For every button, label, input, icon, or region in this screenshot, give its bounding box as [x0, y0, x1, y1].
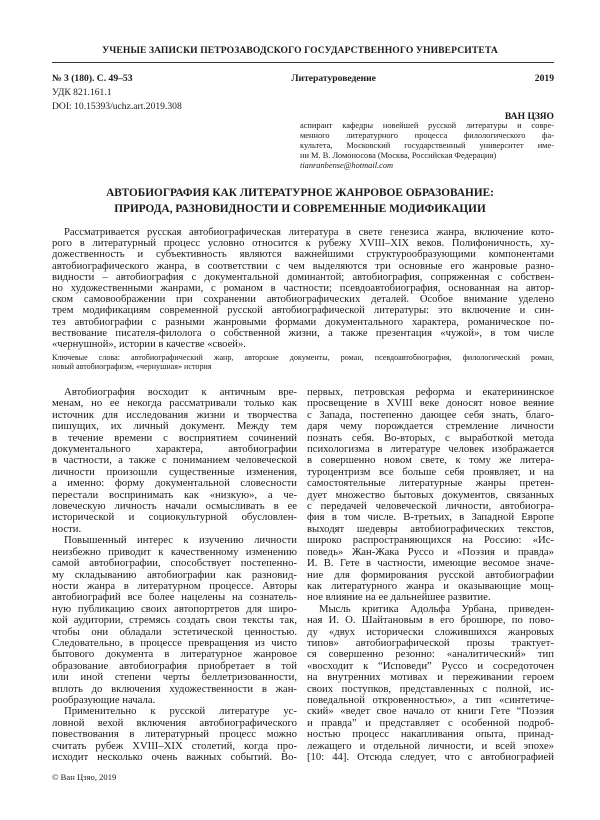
- text-line: поведальной откровенностью», а тип «синтетиче-: [307, 693, 554, 706]
- text-line: ная И. О. Шайтановым в его брошюре, по пово-: [307, 614, 554, 627]
- text-line: [10: 44]. Отсюда следует, что с автобиографией: [307, 751, 554, 763]
- text-line: туроцентризм все больше себя проявляет, и на: [307, 465, 554, 478]
- text-line: фия в том числе. В-третьих, в Западной Европе: [307, 511, 554, 524]
- affiliation-line: аспирант кафедры новейшей русской литературы и совре-: [300, 121, 554, 130]
- paragraph: [52, 706, 297, 763]
- text-line: ности.: [52, 522, 82, 535]
- text-line: личности произошли существенные изменения,: [52, 465, 297, 478]
- text-line: на внутренних мотивах и переживании героем: [307, 671, 554, 684]
- paragraph: [52, 387, 297, 535]
- text-line: ности жанра в литературном процессе. Авторы: [52, 579, 297, 592]
- text-line: с Запада, постепенно дающее себя знать, благо-: [307, 408, 554, 421]
- header-rule: [52, 62, 554, 63]
- text-line: ский» «ведет свое начало от книги Гете “Поэзия: [307, 705, 554, 718]
- text-line: выходят шедевры автобиографических текстов,: [307, 522, 554, 535]
- text-line: «чернушной», истории в качестве «своей».: [52, 339, 246, 351]
- text-line: Автобиография восходит к античным вре-: [64, 386, 297, 398]
- copyright: © Ван Цзяо, 2019: [52, 772, 117, 782]
- paragraph: [307, 604, 554, 764]
- text-line: с передачей человеческой личности, автобиогра-: [307, 500, 554, 513]
- text-line: образование автобиография приобретает в той: [52, 659, 297, 672]
- body-column-right: [307, 387, 554, 763]
- text-line: ние для формирования русской автобиографии: [307, 568, 554, 581]
- text-line: рого в литературный процесс условно относится к рубежу XVIII–XIX веков. Полифоничность, ху-: [52, 238, 554, 250]
- section-name: Литературоведение: [291, 73, 376, 84]
- text-line: новый автобиографизм, «чернушная» история: [52, 362, 212, 371]
- text-line: ное влияние на ее дальнейшее развитие.: [307, 591, 491, 604]
- text-line: познать себя. Во-вторых, с выработкой метода: [307, 431, 554, 444]
- text-line: ностью процесс накапливания опыта, принад-: [307, 728, 554, 741]
- text-line: рообразующие начала.: [52, 693, 156, 706]
- title-line: АВТОБИОГРАФИЯ КАК ЛИТЕРАТУРНОЕ ЖАНРОВОЕ ОБРАЗОВАНИЕ:: [106, 187, 494, 199]
- text-line: автобиографий все более нацелены на сознатель-: [52, 591, 297, 604]
- author-email[interactable]: tianranbense@hotmail.com: [300, 161, 394, 170]
- text-line: исходит несколько очень важных событий. Во-: [52, 751, 297, 763]
- udk: УДК 821.161.1: [52, 87, 112, 98]
- text-line: Применительно к русской литературе ус-: [64, 705, 297, 718]
- text-line: исторической и социокультурной обусловлен-: [52, 511, 297, 524]
- text-line: ловной вехой включения автобиографического: [52, 716, 297, 729]
- text-line: бытового документа в литературное жанровое: [52, 648, 297, 661]
- author-affiliation: [300, 121, 554, 171]
- text-line: Повышенный интерес к изучению личности: [64, 534, 297, 547]
- text-line: повествования в литературный процесс можно: [52, 728, 297, 741]
- abstract: [52, 227, 554, 350]
- text-line: ском самовоображении при сохранении автобиографических деталей. Особое внимание уделено: [52, 294, 554, 306]
- text-line: в течение времени с восприятием сочинений: [52, 431, 297, 444]
- text-line: или иной степени черты беллетризованности,: [52, 671, 297, 684]
- text-line: му складыванию автобиографии как разновид-: [52, 568, 297, 581]
- text-line: И. В. Гете в частности, имеющие весомое значе-: [307, 557, 554, 570]
- text-line: в совершенно новом свете, к тому же литера-: [307, 454, 554, 467]
- text-line: просвещение в XVIII веке доносят новое веяние: [307, 397, 554, 410]
- text-line: видности – автобиография с документальной доминантой; автобиография, сопряженная с собствен-: [52, 271, 554, 283]
- text-line: кой аудитории, стремясь создать свои тексты так,: [52, 614, 297, 627]
- text-line: пишущих, их личный документ. Между тем: [52, 420, 297, 433]
- text-line: неизбежно приводит к качественному изменению: [52, 545, 297, 558]
- author-name: ВАН ЦЗЯО: [504, 111, 554, 122]
- text-line: трем модификациям современной русской автобиографической литературы: это включение и син-: [52, 305, 554, 317]
- year: 2019: [534, 73, 554, 84]
- text-line: Мысль критика Адольфа Урбана, приведен-: [319, 602, 554, 615]
- text-line: чтобы они обладали эстетической ценностью.: [52, 625, 297, 638]
- text-line: ся совершенно резонно: «аналитический» тип: [307, 648, 554, 661]
- paragraph: [307, 387, 554, 604]
- title-line: ПРИРОДА, РАЗНОВИДНОСТИ И СОВРЕМЕННЫЕ МОДИФИКАЦИИ: [114, 203, 486, 215]
- doi[interactable]: DOI: 10.15393/uchz.art.2019.308: [52, 101, 182, 112]
- text-line: но художественными жанрами, с романом в частности; псевдоавтобиография, основанная на автор-: [52, 283, 554, 295]
- text-line: автобиографического жанра, в соответствии с чем выделяются три основные его жанровые разно-: [52, 260, 554, 272]
- text-line: Рассматривается русская автобиографическая литература в свете генезиса жанра, включение кото-: [64, 227, 554, 238]
- text-line: первых, петровская реформа и екатерининское: [307, 386, 554, 398]
- text-line: ду «двух исторически сложившихся жанровых: [307, 625, 554, 638]
- text-line: дует множество бытовых документов, связанных: [307, 488, 554, 501]
- text-line: тез автобиографии с разными жанровыми формами документального характера, романическое по-: [52, 316, 554, 328]
- article-title: [0, 185, 600, 217]
- text-line: «восходит к “Исповеди” Руссо и сосредоточен: [307, 659, 554, 672]
- text-line: психологизма в литературе человек изображается: [307, 443, 554, 456]
- text-line: самой автобиографии, способствует постепенно-: [52, 557, 297, 570]
- text-line: в частности, а также с пониманием человеческой: [52, 454, 297, 467]
- text-line: как литературного жанра и оказывающие мощ-: [307, 579, 554, 592]
- text-line: Ключевые слова: автобиографический жанр, авторские документы, роман, псевдоавтобиография, филологический роман,: [52, 353, 554, 362]
- text-line: ную публикацию своих автопортретов для широ-: [52, 602, 297, 615]
- text-line: документального характера, автобиографии: [52, 443, 297, 456]
- affiliation-line: менного литературного процесса филологического фа-: [300, 131, 554, 140]
- text-line: Следовательно, в процессе превращения из чисто: [52, 636, 297, 649]
- text-line: даря чему порождается стремление личности: [307, 420, 554, 433]
- text-line: менам, но ее некогда рассматривали только как: [52, 397, 297, 410]
- text-line: лежащего и отдельной личности, и всей эпохе»: [307, 739, 554, 752]
- issue-meta: [52, 73, 554, 84]
- text-line: и правда” и представляет с особенной подроб-: [307, 716, 554, 729]
- affiliation-line: культета, Московский государственный университет име-: [300, 141, 554, 150]
- text-line: считать рубеж XVIII–XIX столетий, когда про-: [52, 739, 297, 752]
- affiliation-line: ни М. В. Ломоносова (Москва, Российская Федерация): [300, 151, 497, 160]
- body-column-left: [52, 387, 297, 763]
- text-line: источник для исследования жизни и творчества: [52, 408, 297, 421]
- text-line: ловеческую личность начали осмысливать в ее: [52, 500, 297, 513]
- paragraph: [52, 535, 297, 706]
- text-line: широко распространяющихся на Россию: «Ис-: [307, 534, 554, 547]
- text-line: самостоятельные литературные жанры претен-: [307, 477, 554, 490]
- text-line: дожественность и субъективность являются важнейшими структурообразующими компонентами: [52, 249, 554, 261]
- text-line: своих поступков, представленных с полной, ис-: [307, 682, 554, 695]
- text-line: а именно: форму документальной словесности: [52, 477, 297, 490]
- text-line: вплоть до включения художественности в жан-: [52, 682, 297, 695]
- keywords: [52, 353, 554, 371]
- text-line: поведь» Жан-Жака Руссо и «Поэзия и правда»: [307, 545, 554, 558]
- text-line: вествование писателя-филолога о собственной жизни, а также презентация «чужой», в том числе: [52, 327, 554, 339]
- text-line: типов» автобиографической прозы трактует-: [307, 636, 554, 649]
- text-line: перестали воспринимать как «низкую», а че-: [52, 488, 297, 501]
- issue-pages: № 3 (180). С. 49–53: [52, 73, 133, 84]
- journal-title: УЧЕНЫЕ ЗАПИСКИ ПЕТРОЗАВОДСКОГО ГОСУДАРСТВЕННОГО УНИВЕРСИТЕТА: [102, 45, 498, 56]
